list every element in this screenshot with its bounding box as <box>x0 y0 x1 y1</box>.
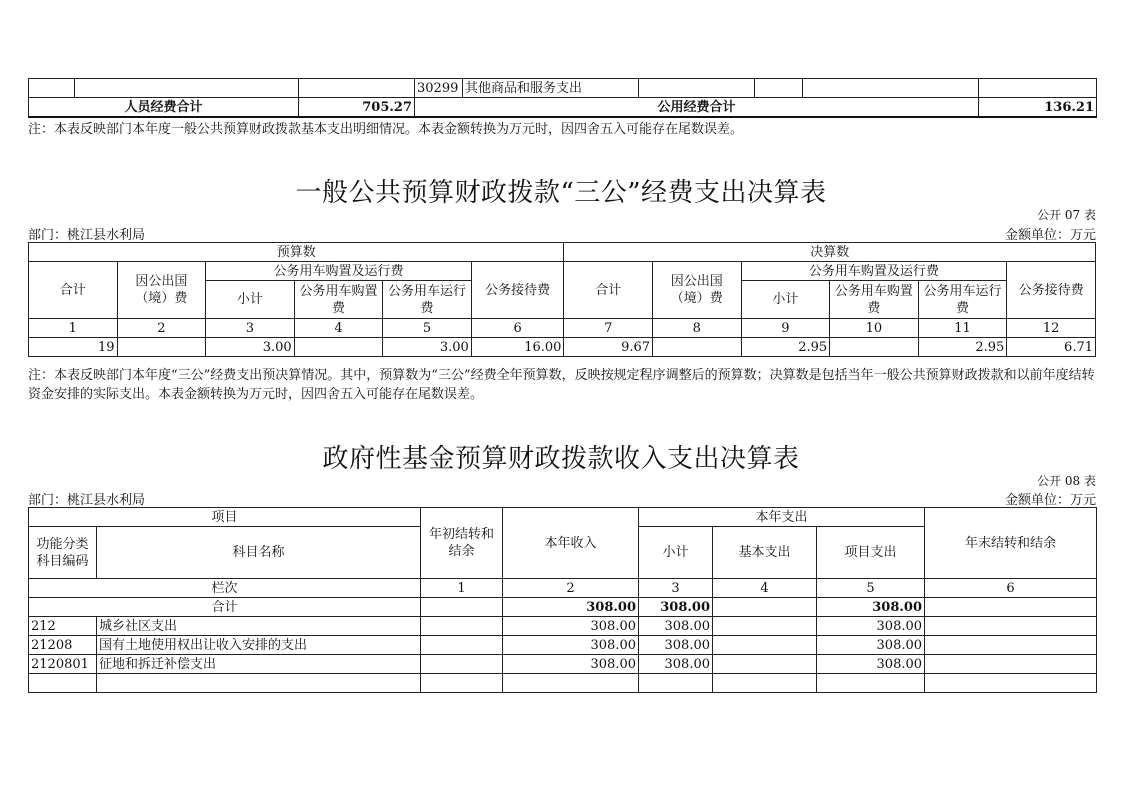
header-purchase: 公务用车购置费 <box>294 281 383 319</box>
fund-unit: 金额单位：万元 <box>1004 493 1096 508</box>
header-item: 项目 <box>29 508 421 527</box>
row-project: 308.00 <box>817 617 925 636</box>
header-basic: 基本支出 <box>713 527 817 579</box>
basic-expense-note: 注：本表反映部门本年度一般公共预算财政拨款基本支出明细情况。本表金额转换为万元时，因四舍五入可能存在尾数误差。 <box>28 122 744 137</box>
header-abroad: 因公出国（境）费 <box>117 262 206 319</box>
total-begin <box>421 598 503 617</box>
column-number: 6 <box>925 579 1097 598</box>
row-code: 2120801 <box>29 655 97 674</box>
row-income: 308.00 <box>503 636 639 655</box>
value-cell: 3.00 <box>206 338 295 357</box>
column-number: 12 <box>1007 319 1096 338</box>
personnel-total-label: 人员经费合计 <box>29 98 299 118</box>
row-project: 308.00 <box>817 636 925 655</box>
row-subtotal: 308.00 <box>639 636 713 655</box>
value-cell: 2.95 <box>918 338 1007 357</box>
value-cell: 3.00 <box>383 338 472 357</box>
column-number: 8 <box>653 319 742 338</box>
row-end <box>925 655 1097 674</box>
row-basic <box>713 617 817 636</box>
column-number: 1 <box>421 579 503 598</box>
column-number: 3 <box>639 579 713 598</box>
value-cell: 2.95 <box>741 338 830 357</box>
row-basic <box>713 636 817 655</box>
header-total: 合计 <box>564 262 653 319</box>
header-vehicle: 公务用车购置及运行费 <box>741 262 1007 281</box>
value-cell <box>830 338 919 357</box>
header-subtotal: 小计 <box>206 281 295 319</box>
header-spend: 本年支出 <box>639 508 925 527</box>
value-cell <box>117 338 206 357</box>
row-code: 212 <box>29 617 97 636</box>
header-project: 项目支出 <box>817 527 925 579</box>
header-subtotal: 小计 <box>741 281 830 319</box>
basic-expense-table-tail <box>28 78 1097 118</box>
table-row <box>29 79 1097 98</box>
column-number: 10 <box>830 319 919 338</box>
public-total-label: 公用经费合计 <box>415 98 979 118</box>
personnel-total-value: 705.27 <box>299 98 415 118</box>
table-row <box>29 655 1097 674</box>
row-begin <box>421 617 503 636</box>
column-number: 2 <box>117 319 206 338</box>
header-abroad: 因公出国（境）费 <box>653 262 742 319</box>
row-income: 308.00 <box>503 617 639 636</box>
public-total-value: 136.21 <box>979 98 1097 118</box>
row-begin <box>421 655 503 674</box>
column-number: 9 <box>741 319 830 338</box>
row-subtotal: 308.00 <box>639 617 713 636</box>
row-end <box>925 636 1097 655</box>
header-name: 科目名称 <box>97 527 421 579</box>
row-subtotal: 308.00 <box>639 655 713 674</box>
column-number-row <box>29 579 1097 598</box>
header-purchase: 公务用车购置费 <box>830 281 919 319</box>
column-number: 3 <box>206 319 295 338</box>
value-cell: 19 <box>29 338 118 357</box>
final-header: 决算数 <box>564 243 1096 262</box>
fund-table <box>28 507 1097 693</box>
header-vehicle: 公务用车购置及运行费 <box>206 262 472 281</box>
fund-title: 政府性基金预算财政拨款收入支出决算表 <box>322 444 800 474</box>
header-reception: 公务接待费 <box>1007 262 1096 319</box>
total-row <box>29 98 1097 118</box>
sangong-note: 注：本表反映部门本年度“三公”经费支出预决算情况。其中，预算数为“三公”经费全年预算数，反映按规定程序调整后的预算数；决算数是包括当年一般公共预算财政拨款和以前年度结转资金安排的实际支出。本表金额转换为万元时，因四舍五入可能存在尾数误差。 <box>28 368 1095 402</box>
header-subtotal: 小计 <box>639 527 713 579</box>
column-number: 11 <box>918 319 1007 338</box>
row-label: 栏次 <box>29 579 421 598</box>
value-cell <box>294 338 383 357</box>
header-income: 本年收入 <box>503 508 639 579</box>
total-subtotal: 308.00 <box>639 598 713 617</box>
table-row <box>29 674 1097 693</box>
column-number: 1 <box>29 319 118 338</box>
value-cell <box>653 338 742 357</box>
table-row <box>29 617 1097 636</box>
row-end <box>925 617 1097 636</box>
sangong-unit: 金额单位：万元 <box>1004 228 1096 243</box>
total-basic <box>713 598 817 617</box>
column-number: 7 <box>564 319 653 338</box>
fund-form-no: 公开 08 表 <box>1037 474 1096 488</box>
row-basic <box>713 655 817 674</box>
header-begin-balance: 年初结转和结余 <box>421 508 503 579</box>
total-label: 合计 <box>29 598 421 617</box>
value-cell: 16.00 <box>471 338 564 357</box>
header-operate: 公务用车运行费 <box>918 281 1007 319</box>
row-begin <box>421 636 503 655</box>
column-number: 5 <box>817 579 925 598</box>
sangong-title: 一般公共预算财政拨款“三公”经费支出决算表 <box>295 178 827 208</box>
header-total: 合计 <box>29 262 118 319</box>
expense-name: 其他商品和服务支出 <box>463 79 639 98</box>
header-code: 功能分类科目编码 <box>29 527 97 579</box>
table-row <box>29 636 1097 655</box>
total-end <box>925 598 1097 617</box>
total-row <box>29 598 1097 617</box>
header-end-balance: 年末结转和结余 <box>925 508 1097 579</box>
total-income: 308.00 <box>503 598 639 617</box>
row-name: 城乡社区支出 <box>97 617 421 636</box>
value-row <box>29 338 1096 357</box>
header-operate: 公务用车运行费 <box>383 281 472 319</box>
sangong-table <box>28 242 1096 357</box>
budget-header: 预算数 <box>29 243 564 262</box>
row-income: 308.00 <box>503 655 639 674</box>
row-name: 国有土地使用权出让收入安排的支出 <box>97 636 421 655</box>
column-number: 5 <box>383 319 472 338</box>
fund-department: 部门：桃江县水利局 <box>28 493 146 508</box>
total-project: 308.00 <box>817 598 925 617</box>
row-project: 308.00 <box>817 655 925 674</box>
value-cell: 9.67 <box>564 338 653 357</box>
column-number: 4 <box>294 319 383 338</box>
column-number: 4 <box>713 579 817 598</box>
sangong-department: 部门：桃江县水利局 <box>28 228 146 243</box>
expense-code: 30299 <box>415 79 463 98</box>
row-code: 21208 <box>29 636 97 655</box>
sangong-form-no: 公开 07 表 <box>1037 208 1096 222</box>
column-number-row <box>29 319 1096 338</box>
value-cell: 6.71 <box>1007 338 1096 357</box>
column-number: 6 <box>471 319 564 338</box>
header-reception: 公务接待费 <box>471 262 564 319</box>
column-number: 2 <box>503 579 639 598</box>
row-name: 征地和拆迁补偿支出 <box>97 655 421 674</box>
